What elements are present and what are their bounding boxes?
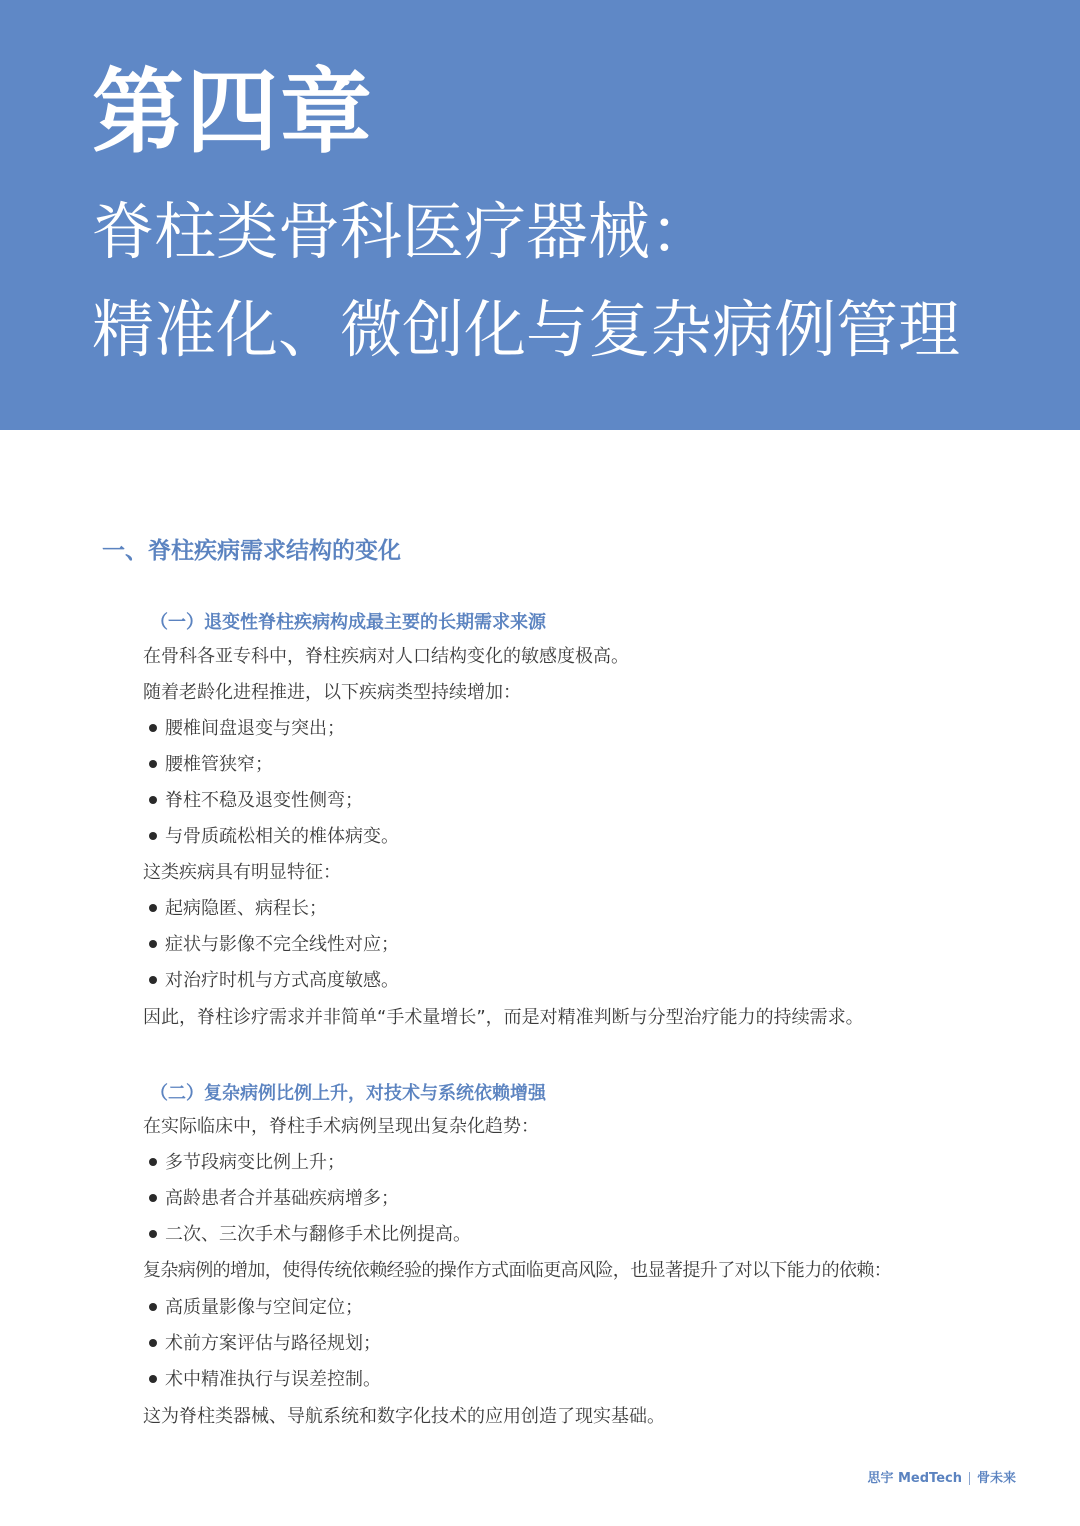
list-item (143, 1297, 363, 1319)
bullet-icon (149, 832, 157, 840)
subsection-heading-2: （二）复杂病例比例上升，对技术与系统依赖增强 (150, 1083, 546, 1104)
list-item (143, 1224, 471, 1246)
list-item-text: 脊柱不稳及退变性侧弯； (165, 790, 363, 811)
list-item (143, 1152, 345, 1174)
footer-divider (969, 1472, 970, 1485)
bullet-icon (149, 796, 157, 804)
footer-tag: 骨未来 (976, 1471, 1016, 1486)
footer-brand: 思宇 MedTech (867, 1471, 962, 1486)
list-item-text: 术前方案评估与路径规划； (165, 1333, 381, 1354)
list-item-text: 高龄患者合并基础疾病增多； (165, 1188, 399, 1209)
list-item (143, 790, 363, 812)
list-item-text: 对治疗时机与方式高度敏感。 (165, 970, 399, 991)
list-item-text: 二次、三次手术与翻修手术比例提高。 (165, 1224, 471, 1245)
bullet-icon (149, 1194, 157, 1202)
list-item (143, 934, 399, 956)
chapter-number: 第四章 (92, 59, 375, 166)
list-item-text: 多节段病变比例上升； (165, 1152, 345, 1173)
list-item (143, 754, 273, 776)
list-item-text: 症状与影像不完全线性对应； (165, 934, 399, 955)
bullet-icon (149, 760, 157, 768)
list-item-text: 与骨质疏松相关的椎体病变。 (165, 826, 399, 847)
list-item-text: 高质量影像与空间定位； (165, 1297, 363, 1318)
chapter-title-line-1: 脊柱类骨科医疗器械： (92, 195, 713, 268)
chapter-banner (0, 0, 1080, 430)
bullet-icon (149, 1230, 157, 1238)
page-footer (867, 1467, 1016, 1486)
list-item (143, 970, 399, 992)
bullet-icon (149, 1375, 157, 1383)
list-item (143, 898, 327, 920)
bullet-icon (149, 1158, 157, 1166)
bullet-icon (149, 1339, 157, 1347)
paragraph: 这为脊柱类器械、导航系统和数字化技术的应用创造了现实基础。 (143, 1406, 665, 1427)
bullet-icon (149, 904, 157, 912)
paragraph: 在实际临床中，脊柱手术病例呈现出复杂化趋势： (143, 1116, 539, 1137)
paragraph: 因此，脊柱诊疗需求并非简单“手术量增长”，而是对精准判断与分型治疗能力的持续需求。 (143, 1007, 864, 1028)
list-item (143, 1333, 381, 1355)
section-heading: 一、脊柱疾病需求结构的变化 (102, 538, 401, 564)
list-item (143, 826, 399, 848)
list-item (143, 1188, 399, 1210)
chapter-title-line-2: 精准化、微创化与复杂病例管理 (92, 293, 961, 366)
list-item-text: 起病隐匿、病程长； (165, 898, 327, 919)
paragraph: 复杂病例的增加，使得传统依赖经验的操作方式面临更高风险，也显著提升了对以下能力的依赖： (143, 1260, 892, 1281)
list-item-text: 腰椎管狭窄； (165, 754, 273, 775)
list-item-text: 腰椎间盘退变与突出； (165, 718, 345, 739)
paragraph: 在骨科各亚专科中，脊柱疾病对人口结构变化的敏感度极高。 (143, 646, 629, 667)
list-item (143, 718, 345, 740)
paragraph: 这类疾病具有明显特征： (143, 862, 341, 883)
bullet-icon (149, 940, 157, 948)
bullet-icon (149, 1303, 157, 1311)
bullet-icon (149, 724, 157, 732)
list-item (143, 1369, 381, 1391)
bullet-icon (149, 976, 157, 984)
subsection-heading-1: （一）退变性脊柱疾病构成最主要的长期需求来源 (150, 612, 546, 633)
list-item-text: 术中精准执行与误差控制。 (165, 1369, 381, 1390)
paragraph: 随着老龄化进程推进，以下疾病类型持续增加： (143, 682, 521, 703)
